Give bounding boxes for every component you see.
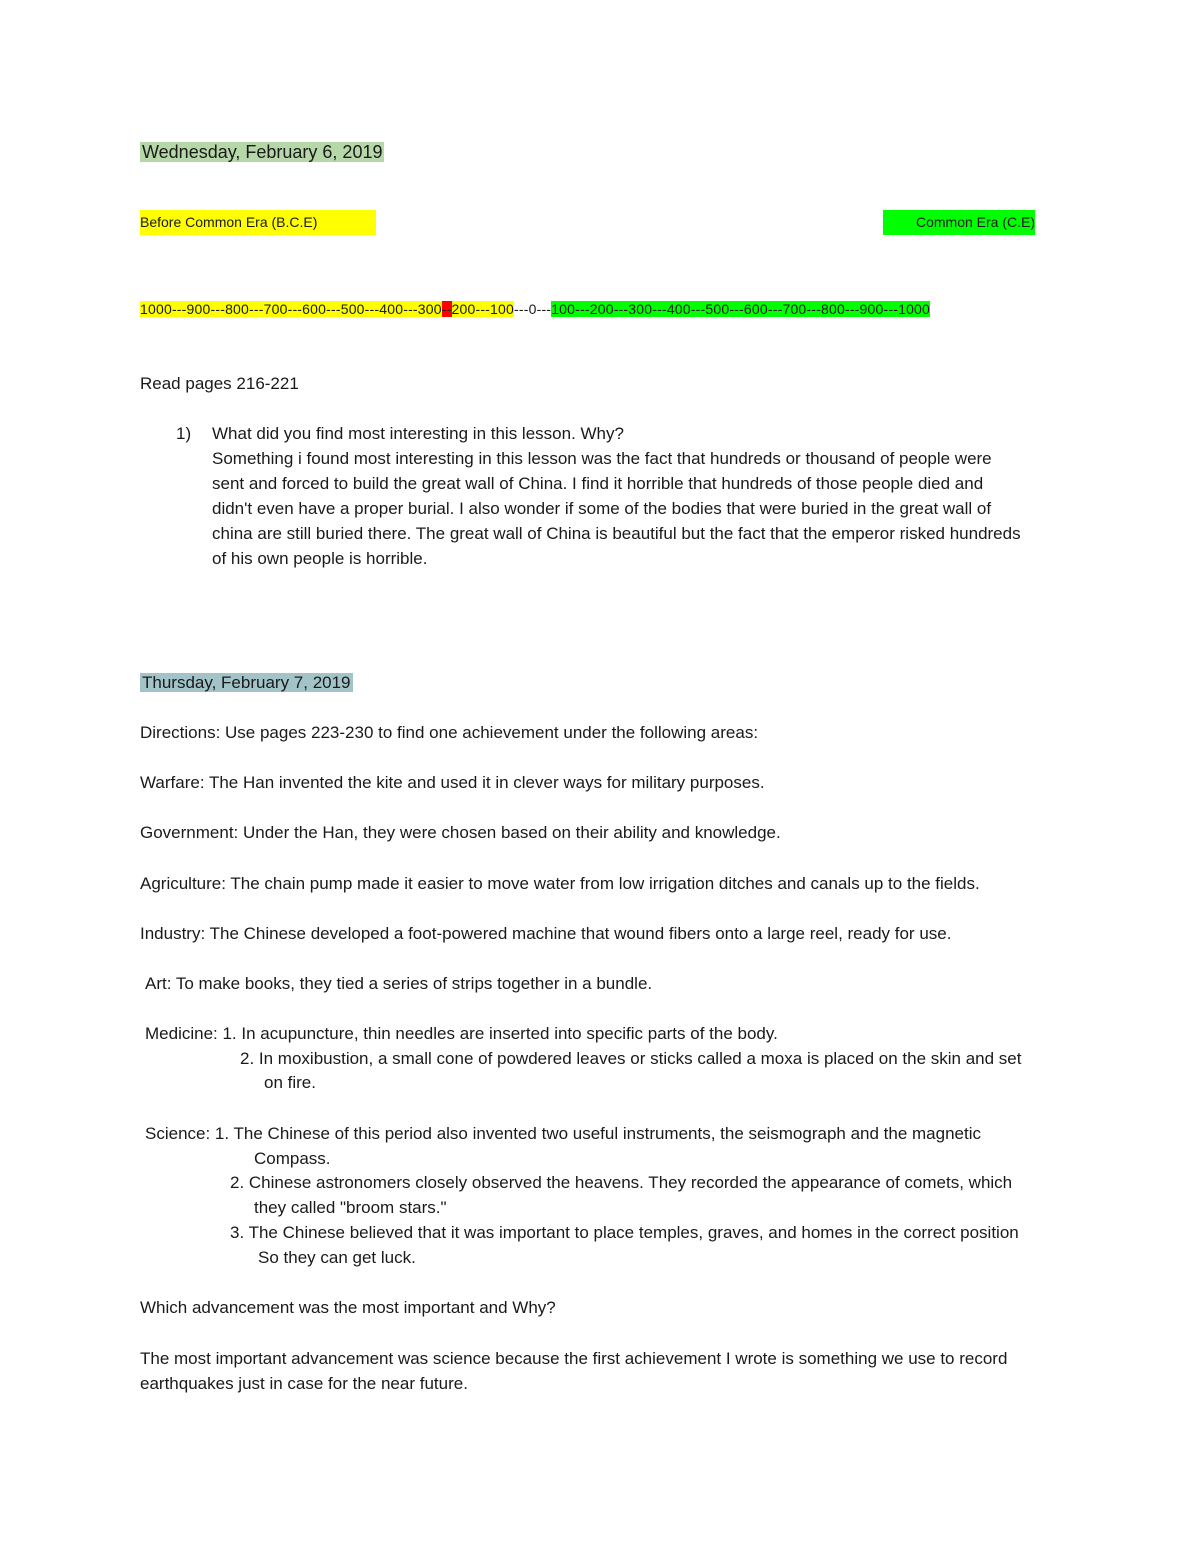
answer-line: didn't even have a proper burial. I also wonder if some of the bodies that were buried in the great wall of — [212, 499, 992, 518]
date-wednesday: Wednesday, February 6, 2019 — [142, 142, 383, 162]
science-entry-2: 2. Chinese astronomers closely observed the heavens. They recorded the appearance of comets, which — [230, 1173, 1013, 1192]
timeline-ce-segment: 100---200---300---400---500---600---700---800---900---1000 — [551, 301, 931, 317]
science-entry-1-cont: Compass. — [254, 1149, 331, 1168]
ce-label: Common Era (C.E) — [883, 210, 1035, 235]
timeline — [140, 297, 930, 322]
question-number: 1) — [176, 424, 192, 443]
agriculture-entry: Agriculture: The chain pump made it easier to move water from low irrigation ditches and canals up to the fields. — [140, 874, 980, 893]
answer-line: china are still buried there. The great wall of China is beautiful but the fact that the emperor risked hundreds — [212, 524, 1021, 543]
answer-line: of his own people is horrible. — [212, 549, 428, 568]
science-entry-3-cont: So they can get luck. — [258, 1248, 416, 1267]
timeline-marker: -- — [441, 301, 452, 317]
science-entry-2-cont: they called "broom stars." — [254, 1198, 447, 1217]
read-pages: Read pages 216-221 — [140, 374, 299, 393]
question-text: What did you find most interesting in this lesson. Why? — [212, 424, 624, 443]
science-entry-1: Science: 1. The Chinese of this period also invented two useful instruments, the seismograph and the magnetic — [145, 1124, 981, 1143]
government-entry: Government: Under the Han, they were chosen based on their ability and knowledge. — [140, 823, 781, 842]
art-entry: Art: To make books, they tied a series of strips together in a bundle. — [145, 974, 653, 993]
directions: Directions: Use pages 223-230 to find one achievement under the following areas: — [140, 723, 759, 742]
industry-entry: Industry: The Chinese developed a foot-powered machine that wound fibers onto a large reel, ready for use. — [140, 924, 952, 943]
medicine-entry-2-cont: on fire. — [264, 1073, 316, 1092]
date-heading-thursday — [140, 670, 353, 695]
timeline-zero: ---0--- — [514, 301, 552, 317]
answer-line: Something i found most interesting in this lesson was the fact that hundreds or thousand of people were — [212, 449, 992, 468]
timeline-bce-segment: 1000---900---800---700---600---500---400---300 — [140, 301, 442, 317]
science-entry-3: 3. The Chinese believed that it was important to place temples, graves, and homes in the correct position — [230, 1223, 1019, 1242]
medicine-entry-1: Medicine: 1. In acupuncture, thin needles are inserted into specific parts of the body. — [145, 1024, 778, 1043]
timeline-bce-segment-2: 200---100 — [451, 301, 515, 317]
medicine-entry-2: 2. In moxibustion, a small cone of powdered leaves or sticks called a moxa is placed on the skin and set — [240, 1049, 1022, 1068]
date-heading-wednesday — [140, 140, 384, 165]
answer-line: sent and forced to build the great wall of China. I find it horrible that hundreds of those people died and — [212, 474, 984, 493]
warfare-entry: Warfare: The Han invented the kite and used it in clever ways for military purposes. — [140, 773, 765, 792]
final-answer-line: The most important advancement was science because the first achievement I wrote is something we use to record — [140, 1349, 1008, 1368]
bce-label: Before Common Era (B.C.E) — [140, 210, 376, 235]
final-question: Which advancement was the most important and Why? — [140, 1298, 556, 1317]
final-answer-line: earthquakes just in case for the near future. — [140, 1374, 468, 1393]
date-thursday: Thursday, February 7, 2019 — [142, 673, 351, 692]
